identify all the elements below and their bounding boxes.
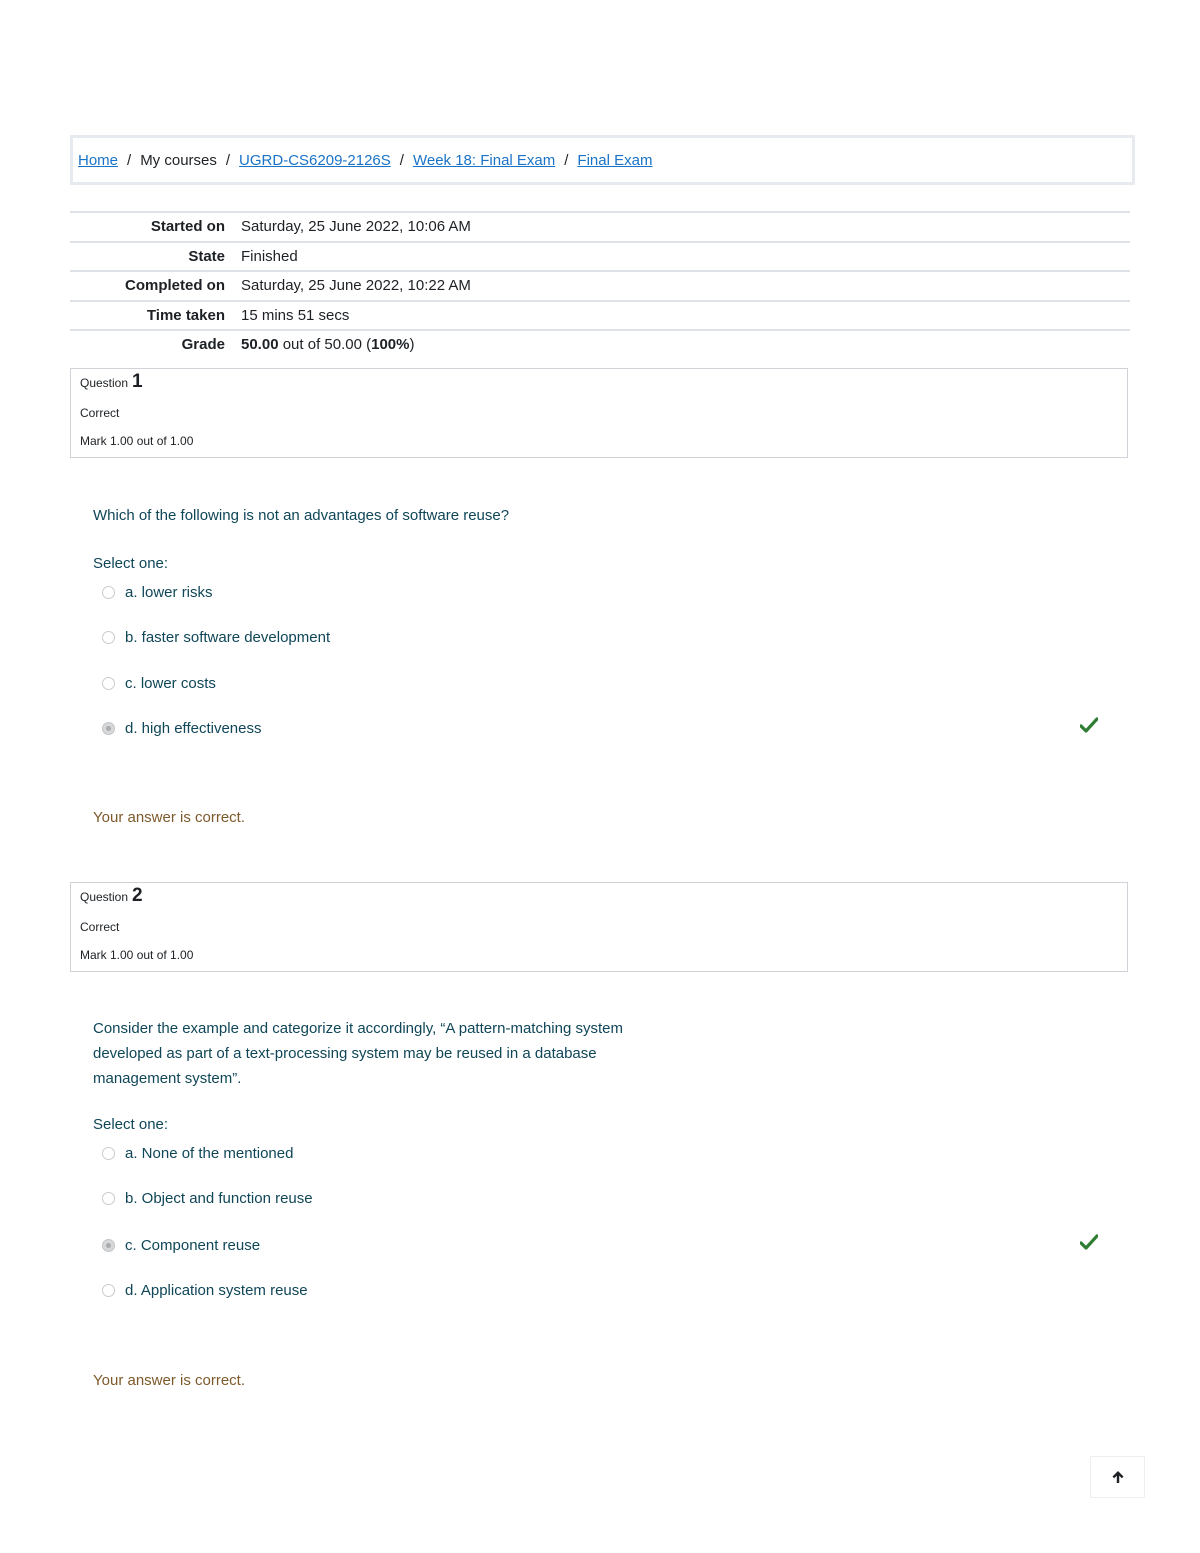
question-status: Correct — [80, 920, 120, 934]
breadcrumb-week-link[interactable]: Week 18: Final Exam — [412, 151, 556, 169]
check-icon — [1080, 717, 1098, 733]
radio-button[interactable] — [102, 631, 115, 644]
question-mark: Mark 1.00 out of 1.00 — [80, 948, 194, 962]
q1-option-c[interactable] — [102, 675, 216, 692]
summary-label: Started on — [150, 218, 225, 236]
grade-percent: 100% — [371, 336, 410, 354]
option-label: c. lower costs — [125, 675, 216, 692]
radio-button[interactable] — [102, 1147, 115, 1160]
summary-value: Finished — [241, 247, 298, 265]
question-text-2 — [93, 1016, 623, 1091]
option-label: a. None of the mentioned — [125, 1145, 294, 1162]
back-to-top-button[interactable] — [1090, 1456, 1145, 1498]
q1-option-b[interactable] — [102, 629, 330, 646]
summary-label: Time taken — [146, 306, 225, 324]
q1-option-a[interactable] — [102, 584, 213, 601]
question-text-line: management system”. — [93, 1070, 242, 1087]
radio-button[interactable] — [102, 677, 115, 690]
breadcrumb — [70, 135, 1135, 185]
summary-label: Completed on — [125, 277, 225, 295]
attempt-summary-table — [70, 211, 1130, 359]
breadcrumb-separator: / — [399, 151, 404, 169]
radio-button-selected[interactable] — [102, 722, 115, 735]
summary-label: State — [188, 247, 225, 265]
question-number — [80, 371, 1127, 399]
question-status: Correct — [80, 406, 120, 420]
select-one-label: Select one: — [93, 555, 169, 572]
q2-option-c[interactable] — [102, 1237, 260, 1254]
option-label: d. high effectiveness — [125, 720, 262, 737]
summary-row-grade — [70, 329, 1130, 359]
option-label: d. Application system reuse — [125, 1282, 308, 1299]
breadcrumb-separator: / — [127, 151, 132, 169]
breadcrumb-separator: / — [225, 151, 231, 169]
breadcrumb-home-link[interactable]: Home — [78, 151, 119, 169]
question-text-1 — [93, 503, 509, 528]
summary-row-completed-on — [70, 270, 1130, 300]
radio-button[interactable] — [102, 1192, 115, 1205]
question-info-1 — [70, 368, 1128, 458]
question-label: Question — [80, 376, 129, 390]
q2-option-a[interactable] — [102, 1145, 293, 1162]
summary-value: Saturday, 25 June 2022, 10:06 AM — [241, 218, 471, 236]
breadcrumb-final-exam-link[interactable]: Final Exam — [577, 151, 653, 169]
breadcrumb-separator: / — [564, 151, 569, 169]
question-info-2 — [70, 882, 1128, 972]
check-icon — [1080, 1234, 1098, 1250]
select-one-label: Select one: — [93, 1116, 169, 1133]
q2-option-b[interactable] — [102, 1190, 313, 1207]
q1-option-d[interactable] — [102, 720, 261, 737]
grade-close: ) — [409, 336, 415, 354]
q2-option-d[interactable] — [102, 1282, 308, 1299]
summary-row-started-on — [70, 211, 1130, 241]
breadcrumb-course-link[interactable]: UGRD-CS6209-2126S — [239, 151, 391, 169]
question-text-line: Which of the following is not an advantages of software reuse? — [93, 507, 510, 524]
summary-label: Grade — [181, 336, 225, 354]
option-label: c. Component reuse — [125, 1237, 261, 1254]
grade-value — [241, 336, 415, 353]
option-label: b. faster software development — [125, 629, 331, 646]
summary-row-state — [70, 241, 1130, 271]
question-mark: Mark 1.00 out of 1.00 — [80, 434, 194, 448]
summary-row-time-taken — [70, 300, 1130, 330]
question-number — [80, 885, 1127, 913]
feedback-text: Your answer is correct. — [93, 809, 246, 826]
grade-score: 50.00 — [241, 336, 279, 354]
radio-button[interactable] — [102, 1284, 115, 1297]
question-label: Question — [80, 890, 129, 904]
summary-value: 15 mins 51 secs — [241, 306, 350, 324]
question-text-line: developed as part of a text-processing system may be reused in a database — [93, 1045, 597, 1062]
radio-button[interactable] — [102, 586, 115, 599]
breadcrumb-my-courses: My courses — [140, 151, 217, 169]
arrow-up-icon — [1110, 1469, 1126, 1485]
grade-out-of: out of 50.00 ( — [278, 336, 372, 354]
question-number-value: 2 — [132, 885, 143, 906]
feedback-text: Your answer is correct. — [93, 1372, 246, 1389]
option-label: a. lower risks — [125, 584, 213, 601]
question-number-value: 1 — [132, 371, 143, 392]
summary-value: Saturday, 25 June 2022, 10:22 AM — [241, 277, 471, 295]
radio-button-selected[interactable] — [102, 1239, 115, 1252]
question-text-line: Consider the example and categorize it accordingly, “A pattern-matching system — [93, 1020, 623, 1037]
option-label: b. Object and function reuse — [125, 1190, 313, 1207]
